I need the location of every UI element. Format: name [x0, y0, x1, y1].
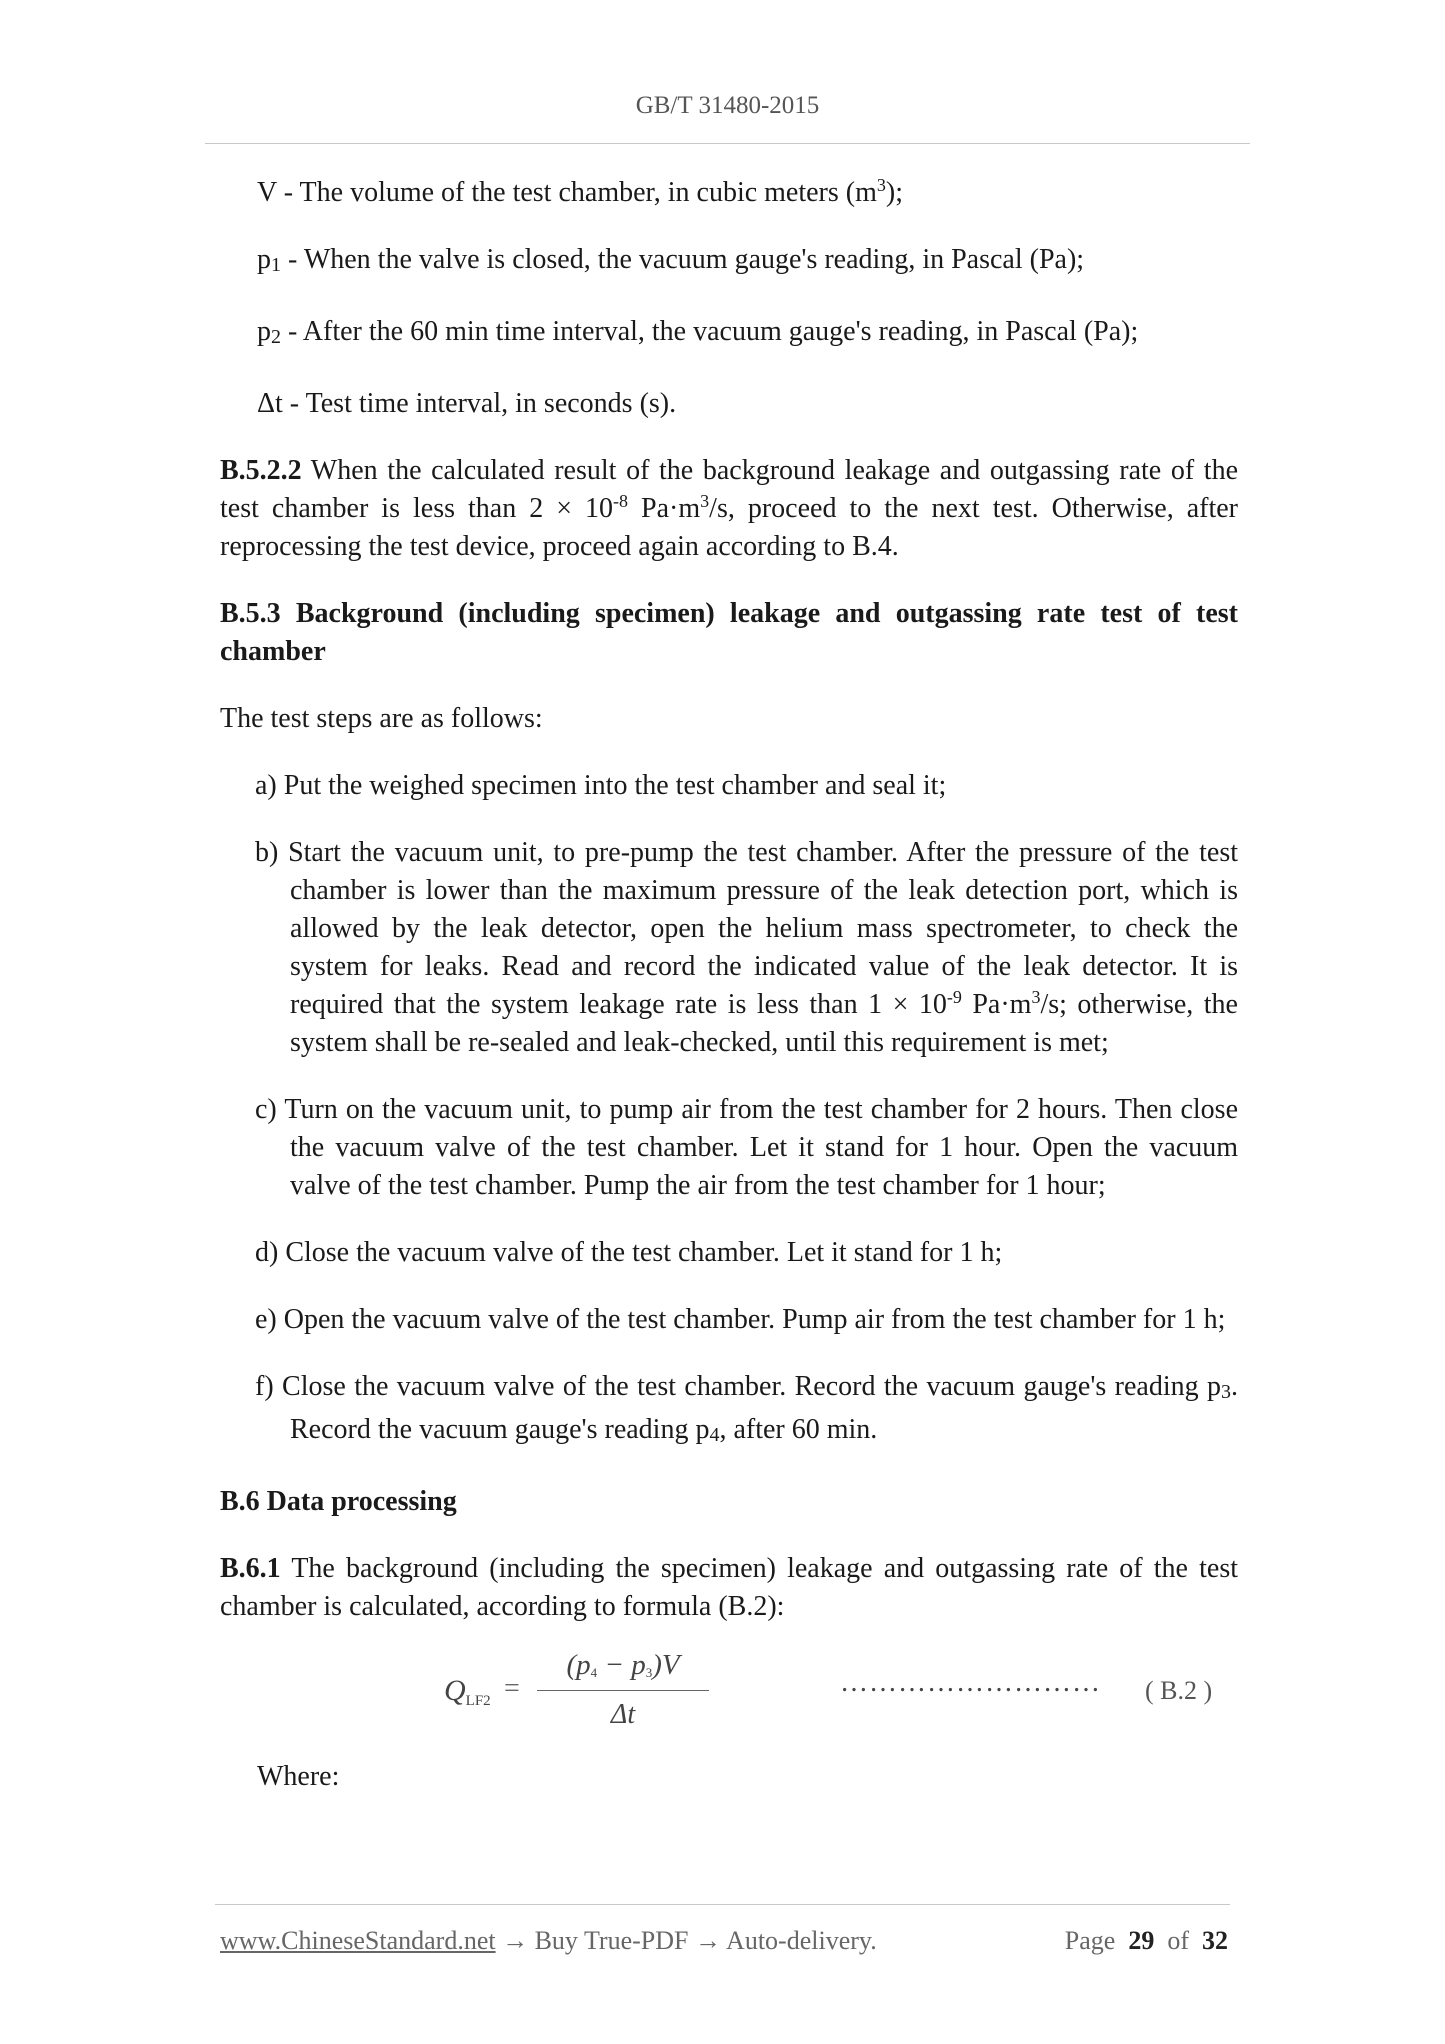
footer-divider — [215, 1904, 1230, 1905]
formula-denominator: Δt — [610, 1699, 636, 1730]
step-e: e) Open the vacuum valve of the test chamber. Pump air from the test chamber for 1 h; — [255, 1304, 1226, 1335]
definition-v — [220, 174, 1238, 212]
clause-b522-text-3: /s, proceed to the next test. Otherwise, after reprocessing the test device, proceed again according to B.4. — [220, 493, 1238, 562]
definition-p1-sub: 1 — [271, 254, 281, 276]
definition-p2-text: - After the 60 min time interval, the vacuum gauge's reading, in Pascal (Pa); — [281, 316, 1139, 347]
formula-num-open: ( — [566, 1649, 577, 1681]
step-f-sub-1: 3 — [1221, 1381, 1231, 1403]
definition-p1 — [220, 241, 1238, 284]
document-body — [220, 174, 1238, 1796]
clause-b61 — [220, 1550, 1238, 1626]
step-d: d) Close the vacuum valve of the test chamber. Let it stand for 1 h; — [255, 1237, 1003, 1268]
definition-v-end: ); — [885, 177, 903, 208]
footer-promo-text: → Buy True-PDF → Auto-delivery. — [495, 1926, 877, 1955]
heading-b6-text: B.6 Data processing — [220, 1486, 457, 1517]
clause-b522-text-2: Pa·m — [628, 493, 701, 524]
step-a: a) Put the weighed specimen into the test chamber and seal it; — [255, 770, 947, 801]
where-label: Where: — [257, 1761, 340, 1792]
definition-v-sup: 3 — [876, 175, 886, 195]
clause-b522-text-1: When the calculated result of the background leakage and outgassing rate of the test chamber is less than 2 × 10 — [220, 455, 1238, 524]
step-c: c) Turn on the vacuum unit, to pump air from the test chamber for 2 hours. Then close the vacuum valve of the test chamber. Let it stand for 1 hour. Open the vacuum valve of the test chamber. Pump the air from the test chamber for 1 hour; — [255, 1094, 1238, 1201]
clause-b61-label: B.6.1 — [220, 1553, 281, 1584]
formula-p3: p — [631, 1649, 646, 1681]
page-number: 29 — [1128, 1926, 1155, 1955]
formula-equals: = — [504, 1673, 520, 1704]
heading-b6 — [220, 1483, 1238, 1521]
formula-num-close: )V — [652, 1649, 680, 1681]
formula-minus: − — [597, 1649, 632, 1681]
page-footer — [220, 1926, 1228, 1960]
heading-b53-text: B.5.3 Background (including specimen) leakage and outgassing rate test of test chamber — [220, 598, 1238, 667]
step-b-text-1: b) Start the vacuum unit, to pre-pump the test chamber. After the pressure of the test chamber is lower than the maximum pressure of the leak detection port, which is allowed by the leak detector, open the helium mass spectrometer, to check the system for leaks. Read and record the indicated value of the leak detector. It is required that the system leakage rate is less than 1 × 10 — [255, 837, 1238, 1020]
step-f-text-1: f) Close the vacuum valve of the test chamber. Record the vacuum gauge's reading p — [255, 1371, 1221, 1402]
page-total: 32 — [1202, 1926, 1228, 1955]
formula-p4-sub: 4 — [590, 1665, 598, 1680]
formula-lhs-sub: LF2 — [465, 1693, 491, 1709]
page-header: GB/T 31480-2015 — [635, 92, 820, 119]
clause-b522-sup-2: 3 — [700, 491, 710, 511]
step-f-text-2: . Record the vacuum gauge's reading p — [290, 1371, 1238, 1445]
definition-p1-symbol: p — [257, 244, 271, 275]
clause-b522-label: B.5.2.2 — [220, 455, 302, 486]
formula-p3-sub: 3 — [645, 1665, 653, 1680]
formula-label: ( B.2 ) — [1145, 1676, 1213, 1705]
formula-lhs — [444, 1672, 491, 1720]
formula-fraction-bar — [537, 1690, 709, 1691]
definition-p1-text: - When the valve is closed, the vacuum gauge's reading, in Pascal (Pa); — [281, 244, 1085, 275]
formula-numerator — [537, 1646, 709, 1692]
of-word: of — [1167, 1926, 1189, 1955]
clause-b522-sup-1: -8 — [613, 491, 629, 511]
definition-dt: Δt - Test time interval, in seconds (s). — [257, 388, 677, 419]
definition-v-text: V - The volume of the test chamber, in cubic meters (m — [257, 177, 877, 208]
step-f-sub-2: 4 — [709, 1424, 720, 1446]
footer-left — [220, 1926, 877, 1956]
site-link[interactable]: www.ChineseStandard.net — [220, 1926, 496, 1955]
steps-intro: The test steps are as follows: — [220, 703, 543, 734]
definition-p2 — [220, 313, 1238, 356]
formula-b2 — [220, 1646, 1238, 1736]
step-f-text-3: , after 60 min. — [719, 1414, 878, 1445]
formula-leader-dots: ……………………… — [840, 1667, 1101, 1698]
heading-b53 — [220, 595, 1238, 671]
step-b-sup-2: 3 — [1031, 987, 1041, 1007]
page-word: Page — [1064, 1926, 1116, 1955]
header-divider — [205, 143, 1250, 144]
step-b-text-3: /s; otherwise, the system shall be re-sealed and leak-checked, until this requirement is met; — [290, 989, 1238, 1058]
definition-p2-sub: 2 — [271, 326, 281, 348]
step-b-text-2: Pa·m — [961, 989, 1032, 1020]
definition-p2-symbol: p — [257, 316, 271, 347]
step-b-sup-1: -9 — [946, 987, 962, 1007]
step-b — [220, 834, 1238, 1062]
step-f — [220, 1368, 1238, 1454]
clause-b522 — [220, 452, 1238, 566]
formula-p4: p — [576, 1649, 591, 1681]
page-indicator — [1065, 1926, 1228, 1956]
clause-b61-text: The background (including the specimen) leakage and outgassing rate of the test chamber is calculated, according to formula (B.2): — [220, 1553, 1238, 1622]
formula-lhs-symbol: Q — [444, 1674, 466, 1707]
